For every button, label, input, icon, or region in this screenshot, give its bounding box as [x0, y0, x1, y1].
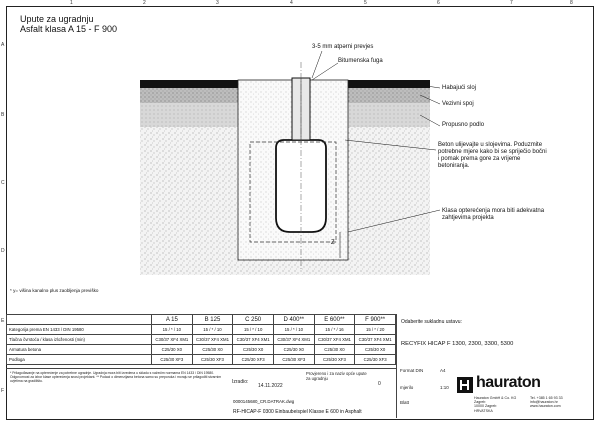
designation-label: Odaberite sukladnu ustavu: — [401, 319, 462, 325]
row-label: Kategorija prema EN 1433 / DIN 19580 — [7, 325, 152, 335]
callout-base: Propusno podlo — [442, 122, 485, 128]
grid-col-8: 8 — [570, 0, 573, 6]
format-value: A4 — [440, 368, 446, 373]
spec-table — [6, 314, 396, 365]
company-contact — [530, 396, 563, 409]
callout-concrete: Beton ulijevajte u slojevima. Poduzmite potrebne mjere kako bi se spriječio bočni i pomak prema gore za vrijeme betoniranja. — [438, 142, 547, 169]
table-cell: C30/37 XF4 XM1 — [355, 335, 396, 345]
table-cell: 15 / * / 10 — [192, 325, 233, 335]
title-line-2: Asfalt klasa A 15 - F 900 — [20, 24, 118, 34]
callout-wearing: Habajući sloj — [442, 85, 477, 91]
callout-binder: Vezivni spoj — [442, 101, 474, 107]
table-cell: C25/30 XF3 — [192, 355, 233, 365]
drawn-date: 14.11.2022 — [258, 383, 283, 389]
table-cell: C25/30 X0 — [233, 345, 274, 355]
format-label: Format DIN — [400, 368, 424, 373]
table-cell: C25/30 X0 — [273, 345, 314, 355]
brand-logo: hauraton — [476, 374, 541, 391]
row-label: Podloga — [7, 355, 152, 365]
col-header: D 400** — [273, 315, 314, 325]
table-cell: C30/37 XF4 XM1 — [192, 335, 233, 345]
callout-bitumen: Bitumenska fuga — [338, 58, 383, 64]
grid-col-4: 4 — [290, 0, 293, 6]
row-label: Armatura betona — [7, 345, 152, 355]
table-cell: C25/30 XF3 — [273, 355, 314, 365]
grid-col-7: 7 — [510, 0, 513, 6]
table-row — [7, 325, 396, 335]
grid-row-c: C — [1, 180, 5, 186]
table-row — [7, 335, 396, 345]
grid-row-d: D — [1, 248, 5, 254]
table-cell: 15 / * / 10 — [233, 325, 274, 335]
table-cell: 15 / * / 10 — [273, 325, 314, 335]
table-corner — [7, 315, 152, 325]
row-label: Tlačna čvrstoća / klasa izloženosti (min) — [7, 335, 152, 345]
company-address — [474, 396, 516, 413]
col-header: B 125 — [192, 315, 233, 325]
col-header: F 900** — [355, 315, 396, 325]
col-header: A 15 — [152, 315, 193, 325]
grid-col-1: 1 — [70, 0, 73, 6]
contact-line: info@hauraton.hr — [530, 400, 558, 405]
table-cell: C30/37 XF4 XM1 — [273, 335, 314, 345]
check-note: Provjereno i za naziv opće upute za ugradnju — [306, 371, 367, 381]
address-line: HRVATSKA — [474, 408, 493, 413]
table-cell: C25/30 XF3 — [152, 355, 193, 365]
table-cell: C25/30 XF3 — [355, 355, 396, 365]
address-line: Zagreb — [474, 400, 486, 405]
table-row — [7, 345, 396, 355]
col-header: C 250 — [233, 315, 274, 325]
contact-line: Tel. +385 1 65 93 33 — [530, 396, 563, 400]
table-cell: C25/30 X0 — [314, 345, 355, 355]
table-cell: 15 / * / 20 — [355, 325, 396, 335]
table-cell: C25/30 XF3 — [233, 355, 274, 365]
address-line: 10000 Zagreb — [474, 404, 497, 409]
grid-col-5: 5 — [364, 0, 367, 6]
hauraton-logo-icon — [456, 376, 474, 394]
table-header-row — [7, 315, 396, 325]
table-cell: C30/37 XF4 XM1 — [314, 335, 355, 345]
legal-notice: * Prilagođavanje na opterećenje za potrebne ugradnje. Ugradnja mora biti izvedena u skladu s važećim normama EN 1433 / DIN 19580. Odgovornost za izbor klase opterećenja snosi projektant. ** Podaci o dimenzijama betona samo su preporuka i moraju se prilagoditi stvarnim uvjetima na gradilištu. — [10, 371, 222, 383]
scale-value: 1:10 — [440, 385, 449, 390]
grid-row-e: E — [1, 318, 5, 324]
table-row — [7, 355, 396, 365]
scale-label: mjerilo — [400, 385, 414, 390]
product-name: RECYFIX HICAP F 1300, 2300, 3300, 5300 — [401, 341, 514, 347]
table-cell: C25/30 XF3 — [314, 355, 355, 365]
grid-row-b: B — [1, 112, 5, 118]
table-cell: C30/37 XF4 XM1 — [233, 335, 274, 345]
dimension-z-label: Z — [331, 240, 335, 246]
revision: 0 — [378, 381, 381, 387]
table-cell: 15 / * / 16 — [314, 325, 355, 335]
title-line-1: Upute za ugradnju — [20, 14, 94, 24]
address-line: Hauraton GmbH & Co. KG — [474, 396, 517, 400]
table-cell: 15 / * / 10 — [152, 325, 193, 335]
grid-col-6: 6 — [437, 0, 440, 6]
grid-row-f: F — [1, 388, 5, 394]
grid-row-a: A — [1, 42, 5, 48]
footnote: * y= višina kanalnə plus zaobljenja previško — [10, 288, 99, 293]
drawing-code: 0000145680_CR.DATRAK.dwg — [233, 399, 295, 404]
table-cell: C25/30 X0 — [355, 345, 396, 355]
col-header: E 600** — [314, 315, 355, 325]
table-cell: C25/30 X0 — [152, 345, 193, 355]
drawn-by-label: Izradio: — [232, 379, 249, 385]
drawing-description: RF-HICAP-F 0300 Einbaubeispiel Klasse E 600 in Asphalt — [233, 409, 362, 415]
grid-col-3: 3 — [216, 0, 219, 6]
callout-class: Klasa opterećenja mora biti adekvatna zahtjevima projekta — [442, 208, 545, 221]
callout-gap: 3-5 mm atpərni prevjes — [312, 44, 374, 50]
table-cell: C30/37 XF4 XM1 — [152, 335, 193, 345]
sheet-label: Blatt — [400, 400, 410, 405]
table-cell: C25/30 X0 — [192, 345, 233, 355]
contact-line: www.hauraton.com — [530, 404, 561, 409]
grid-col-2: 2 — [143, 0, 146, 6]
